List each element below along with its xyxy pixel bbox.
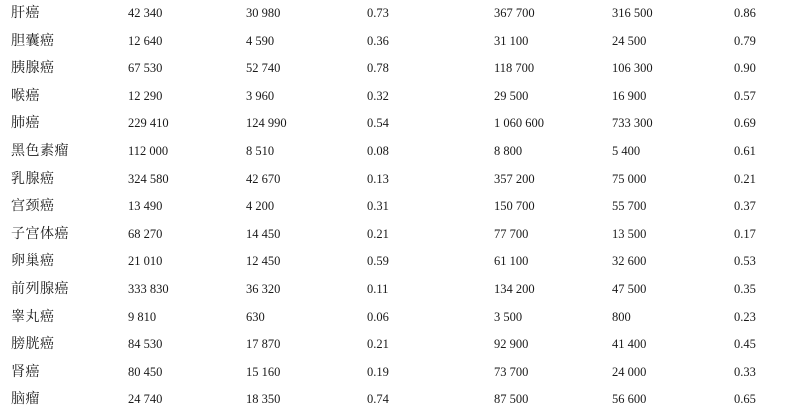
table-row [0, 331, 800, 359]
value-cell: 3 960 [246, 88, 275, 103]
cancer-type-cell: 喉癌 [11, 87, 40, 104]
cancer-type-cell: 肝癌 [11, 5, 40, 21]
table-row [0, 138, 800, 166]
table-row [0, 83, 800, 111]
value-cell: 800 [612, 309, 631, 324]
cancer-type-cell: 睾丸癌 [11, 308, 55, 325]
ratio-cell: 0.11 [367, 281, 389, 296]
value-cell: 8 800 [494, 143, 523, 158]
ratio-cell: 0.73 [367, 6, 389, 20]
ratio-cell: 0.90 [734, 61, 756, 76]
cancer-type-cell: 子宫体癌 [11, 225, 69, 242]
ratio-cell: 0.59 [367, 254, 389, 269]
cancer-type-cell: 肾癌 [11, 363, 40, 380]
cancer-type-cell: 胰腺癌 [11, 60, 55, 77]
ratio-cell: 0.65 [734, 392, 756, 407]
ratio-cell: 0.23 [734, 309, 756, 324]
value-cell: 42 340 [128, 6, 163, 20]
value-cell: 30 980 [246, 6, 281, 20]
ratio-cell: 0.31 [367, 199, 389, 214]
value-cell: 630 [246, 309, 265, 324]
value-cell: 9 810 [128, 309, 157, 324]
ratio-cell: 0.86 [734, 6, 756, 20]
cancer-type-cell: 膀胱癌 [11, 336, 55, 353]
ratio-cell: 0.21 [367, 226, 389, 241]
table-row [0, 0, 800, 28]
ratio-cell: 0.78 [367, 61, 389, 76]
value-cell: 18 350 [246, 392, 281, 407]
value-cell: 134 200 [494, 281, 535, 296]
value-cell: 42 670 [246, 171, 281, 186]
ratio-cell: 0.45 [734, 337, 756, 352]
value-cell: 21 010 [128, 254, 163, 269]
value-cell: 24 000 [612, 364, 647, 379]
value-cell: 55 700 [612, 199, 647, 214]
value-cell: 4 200 [246, 199, 275, 214]
cancer-type-cell: 乳腺癌 [11, 170, 55, 187]
value-cell: 29 500 [494, 88, 529, 103]
value-cell: 14 450 [246, 226, 281, 241]
value-cell: 124 990 [246, 116, 287, 131]
ratio-cell: 0.21 [367, 337, 389, 352]
cancer-type-cell: 卵巢癌 [11, 253, 55, 270]
ratio-cell: 0.57 [734, 88, 756, 103]
value-cell: 77 700 [494, 226, 529, 241]
value-cell: 733 300 [612, 116, 653, 131]
value-cell: 31 100 [494, 33, 529, 48]
value-cell: 73 700 [494, 364, 529, 379]
value-cell: 13 500 [612, 226, 647, 241]
value-cell: 229 410 [128, 116, 169, 131]
value-cell: 56 600 [612, 392, 647, 407]
table-row [0, 304, 800, 332]
cancer-type-cell: 宫颈癌 [11, 198, 55, 215]
value-cell: 367 700 [494, 6, 535, 20]
value-cell: 84 530 [128, 337, 163, 352]
value-cell: 106 300 [612, 61, 653, 76]
ratio-cell: 0.35 [734, 281, 756, 296]
value-cell: 316 500 [612, 6, 653, 20]
table-row [0, 276, 800, 304]
value-cell: 12 450 [246, 254, 281, 269]
value-cell: 52 740 [246, 61, 281, 76]
value-cell: 47 500 [612, 281, 647, 296]
value-cell: 4 590 [246, 33, 275, 48]
value-cell: 17 870 [246, 337, 281, 352]
ratio-cell: 0.21 [734, 171, 756, 186]
value-cell: 8 510 [246, 143, 275, 158]
value-cell: 324 580 [128, 171, 169, 186]
cancer-type-cell: 前列腺癌 [11, 280, 69, 297]
value-cell: 92 900 [494, 337, 529, 352]
ratio-cell: 0.17 [734, 226, 756, 241]
table-row [0, 359, 800, 387]
value-cell: 12 290 [128, 88, 163, 103]
ratio-cell: 0.53 [734, 254, 756, 269]
ratio-cell: 0.74 [367, 392, 389, 407]
cancer-type-cell: 黑色素瘤 [11, 142, 69, 159]
value-cell: 3 500 [494, 309, 523, 324]
value-cell: 357 200 [494, 171, 535, 186]
value-cell: 15 160 [246, 364, 281, 379]
table-row [0, 248, 800, 276]
value-cell: 333 830 [128, 281, 169, 296]
ratio-cell: 0.32 [367, 88, 389, 103]
ratio-cell: 0.19 [367, 364, 389, 379]
value-cell: 36 320 [246, 281, 281, 296]
table-row [0, 386, 800, 414]
value-cell: 24 500 [612, 33, 647, 48]
value-cell: 41 400 [612, 337, 647, 352]
table-row [0, 55, 800, 83]
table-row [0, 28, 800, 56]
ratio-cell: 0.69 [734, 116, 756, 131]
value-cell: 61 100 [494, 254, 529, 269]
ratio-cell: 0.61 [734, 143, 756, 158]
table-row [0, 110, 800, 138]
value-cell: 80 450 [128, 364, 163, 379]
ratio-cell: 0.37 [734, 199, 756, 214]
value-cell: 68 270 [128, 226, 163, 241]
ratio-cell: 0.36 [367, 33, 389, 48]
cancer-type-cell: 肺癌 [11, 115, 40, 132]
ratio-cell: 0.13 [367, 171, 389, 186]
value-cell: 24 740 [128, 392, 163, 407]
value-cell: 13 490 [128, 199, 163, 214]
ratio-cell: 0.54 [367, 116, 389, 131]
value-cell: 32 600 [612, 254, 647, 269]
value-cell: 5 400 [612, 143, 641, 158]
value-cell: 150 700 [494, 199, 535, 214]
ratio-cell: 0.06 [367, 309, 389, 324]
cancer-type-cell: 胆囊癌 [11, 32, 55, 49]
table-row [0, 166, 800, 194]
ratio-cell: 0.33 [734, 364, 756, 379]
ratio-cell: 0.79 [734, 33, 756, 48]
cancer-type-cell: 脑瘤 [11, 391, 40, 408]
value-cell: 112 000 [128, 143, 169, 158]
table-row [0, 193, 800, 221]
value-cell: 12 640 [128, 33, 163, 48]
table-row [0, 221, 800, 249]
value-cell: 67 530 [128, 61, 163, 76]
value-cell: 87 500 [494, 392, 529, 407]
value-cell: 75 000 [612, 171, 647, 186]
value-cell: 16 900 [612, 88, 647, 103]
value-cell: 118 700 [494, 61, 535, 76]
ratio-cell: 0.08 [367, 143, 389, 158]
value-cell: 1 060 600 [494, 116, 544, 131]
